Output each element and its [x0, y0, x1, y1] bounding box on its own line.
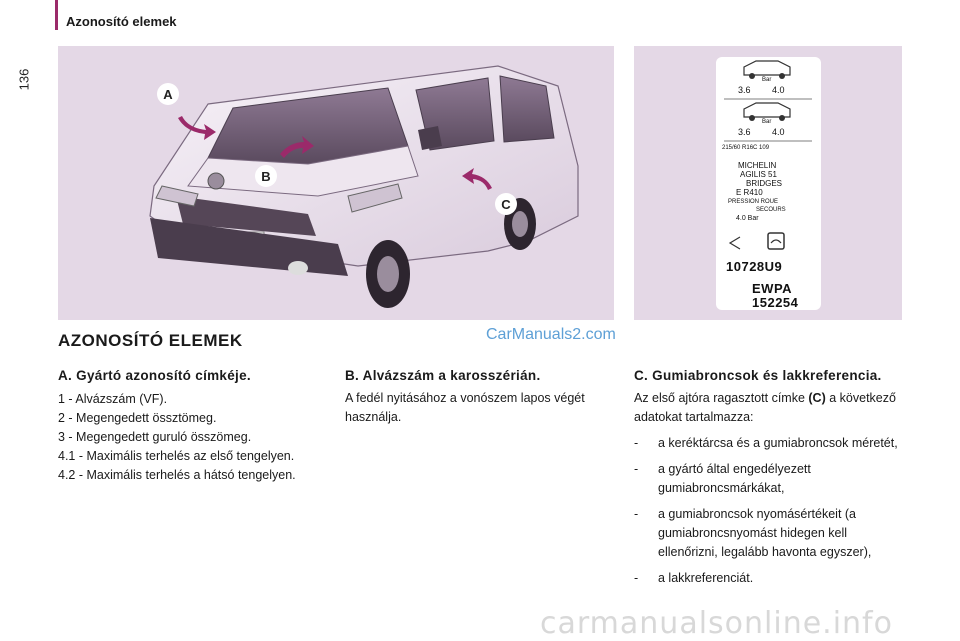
- bar-label-1: Bar: [762, 77, 772, 83]
- column-a-item: 4.2 - Maximális terhelés a hátsó tengelyen.: [58, 468, 296, 482]
- callout-c: C: [501, 197, 511, 212]
- tyre-brand-2: AGILIS 51: [740, 170, 777, 179]
- bar-label-2: Bar: [762, 119, 772, 125]
- label-symbol-icon: [768, 233, 784, 249]
- column-a-heading: A. Gyártó azonosító címkéje.: [58, 368, 251, 383]
- callout-a: A: [163, 87, 173, 102]
- column-a-item: 3 - Megengedett guruló összömeg.: [58, 430, 252, 444]
- paint-code-line-1: EWPA: [752, 281, 793, 296]
- van-drawing: [58, 46, 614, 320]
- spare-wheel-value: 4.0 Bar: [736, 215, 759, 222]
- tyre-brand-1: MICHELIN: [738, 161, 777, 170]
- spare-wheel-title: PRESSION ROUE: [728, 199, 779, 205]
- spare-wheel-sub: SECOURS: [756, 207, 786, 213]
- tyre-label-card: [716, 57, 821, 310]
- car-icon-front: [744, 61, 790, 75]
- brand-logo: [208, 173, 224, 189]
- column-b-text: A fedél nyitásához a vonószem lapos végét használja.: [345, 391, 585, 424]
- column-a-item: 4.1 - Maximális terhelés az első tengelyen.: [58, 449, 295, 463]
- column-c-body: [634, 389, 904, 595]
- label-code: 10728U9: [726, 259, 783, 274]
- fog-light: [288, 261, 308, 275]
- column-c-item: - a gumiabroncsok nyomásértékeit (a gumiabroncsnyomást hidegen kell ellenőrizni, legalább havonta egyszer),: [634, 507, 872, 559]
- header-accent-bar: [55, 0, 58, 30]
- watermark-carmanualsonline: carmanualsonline.info: [540, 606, 893, 641]
- tyre-label-illustration: [634, 46, 902, 320]
- label-reference-c: (C): [808, 391, 826, 405]
- rear-pressure: 4.0: [772, 85, 785, 95]
- rear-pressure-2: 4.0: [772, 127, 785, 137]
- page-number: 136: [16, 68, 32, 91]
- arrow-left-icon: [730, 237, 740, 249]
- column-c-item: - a keréktárcsa és a gumiabroncsok méretét,: [634, 436, 898, 450]
- van-illustration: [58, 46, 614, 320]
- front-pressure: 3.6: [738, 85, 751, 95]
- rear-side-window: [500, 76, 554, 142]
- tyre-brand-3: BRIDGES: [746, 179, 783, 188]
- column-c-intro: Az első ajtóra ragasztott címke (C) a következő adatokat tartalmazza:: [634, 391, 896, 424]
- tyre-brand-4: E R410: [736, 188, 763, 197]
- column-b-heading: B. Alvázszám a karosszérián.: [345, 368, 541, 383]
- column-c-heading: C. Gumiabroncsok és lakkreferencia.: [634, 368, 882, 383]
- column-a-item: 2 - Megengedett össztömeg.: [58, 411, 217, 425]
- tyre-size: 215/60 R16C 109: [722, 145, 770, 151]
- paint-code-line-2: 152254: [752, 295, 799, 310]
- car-icon-rear: [744, 103, 790, 117]
- callout-b: B: [261, 169, 271, 184]
- column-a-list: [58, 390, 328, 485]
- watermark-carmanuals2: CarManuals2.com: [486, 326, 616, 343]
- page-header-title: Azonosító elemek: [66, 14, 177, 29]
- side-mirror: [418, 126, 442, 150]
- column-c-item: - a gyártó által engedélyezett gumiabroncsmárkákat,: [634, 462, 811, 495]
- column-a-item: 1 - Alvázszám (VF).: [58, 392, 168, 406]
- column-c-item: - a lakkreferenciát.: [634, 571, 754, 585]
- section-title: AZONOSÍTÓ ELEMEK: [58, 331, 243, 350]
- front-pressure-2: 3.6: [738, 127, 751, 137]
